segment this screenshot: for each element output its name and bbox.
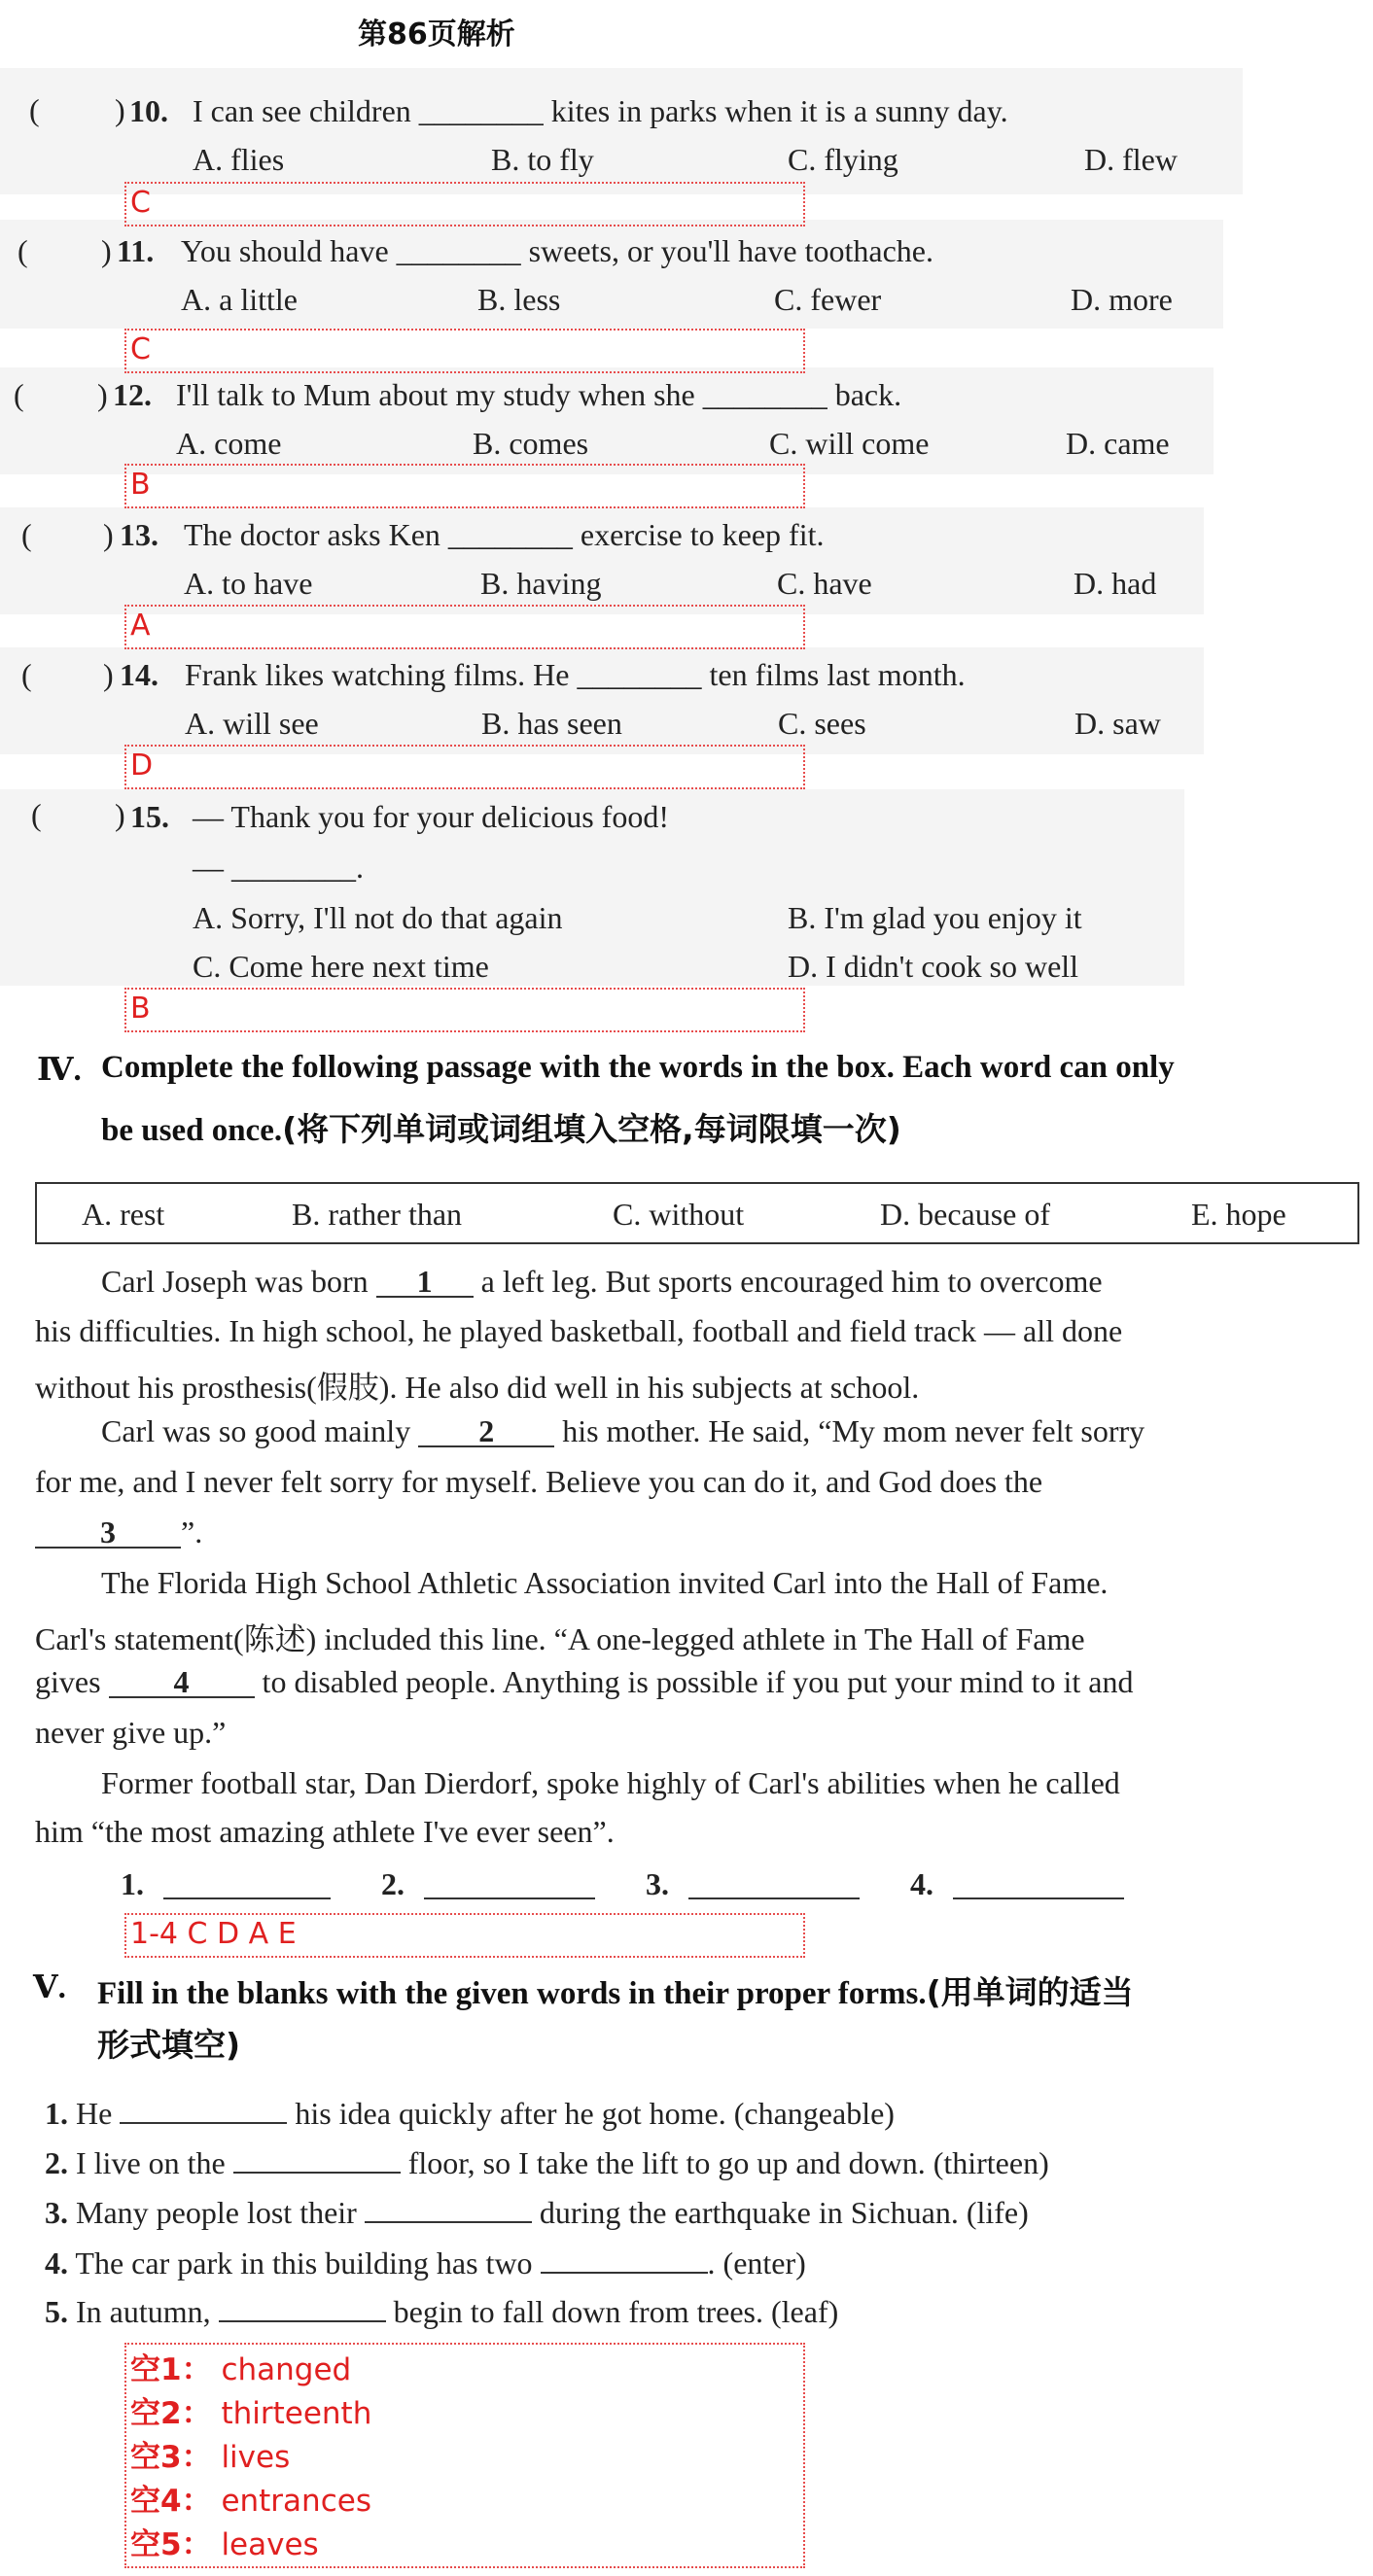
answer-paren: ( bbox=[18, 233, 28, 268]
answer-paren: ( bbox=[29, 92, 40, 127]
answer-row: 空3： lives bbox=[130, 2440, 291, 2475]
answer-number: 2. bbox=[381, 1866, 405, 1901]
fill-item: 2. I live on the floor, so I take the lift to go up and down. (thirteen) bbox=[45, 2145, 1049, 2180]
option-b: B. having bbox=[480, 566, 602, 601]
option-c: C. will come bbox=[769, 426, 930, 461]
passage-line: Carl's statement(陈述) included this line. “A one-legged athlete in The Hall of Fame bbox=[35, 1621, 1085, 1656]
passage-line: Carl Joseph was born 1 a left leg. But sports encouraged him to overcome bbox=[101, 1264, 1103, 1299]
question-band bbox=[0, 68, 1243, 194]
question-stem: I'll talk to Mum about my study when she ________ back. bbox=[176, 377, 902, 412]
option-b: B. comes bbox=[473, 426, 589, 461]
fill-item: 4. The car park in this building has two . (enter) bbox=[45, 2245, 806, 2280]
box-word: C. without bbox=[613, 1197, 745, 1232]
fill-item: 1. He his idea quickly after he got home. (changeable) bbox=[45, 2096, 895, 2131]
passage-line: without his prosthesis(假肢). He also did well in his subjects at school. bbox=[35, 1370, 920, 1405]
option-a: A. to have bbox=[184, 566, 313, 601]
question-stem: Frank likes watching films. He ________ ten films last month. bbox=[185, 657, 966, 692]
answer-number: 3. bbox=[646, 1866, 669, 1901]
passage-line: gives 4 to disabled people. Anything is possible if you put your mind to it and bbox=[35, 1664, 1134, 1699]
answer-box: A bbox=[124, 605, 805, 649]
answer-box: B bbox=[124, 464, 805, 508]
answer-line bbox=[424, 1876, 595, 1899]
answer-paren: ) bbox=[97, 377, 108, 412]
answer-paren: ( bbox=[21, 517, 32, 552]
answer-row: 空2： thirteenth bbox=[130, 2396, 372, 2431]
answer-row: 空5： leaves bbox=[130, 2527, 319, 2562]
dialogue-line-2: — ________. bbox=[193, 850, 364, 885]
dialogue-line-1: — Thank you for your delicious food! bbox=[193, 799, 669, 834]
option-a: A. a little bbox=[181, 282, 298, 317]
answer-line bbox=[688, 1876, 860, 1899]
option-b: B. to fly bbox=[491, 142, 594, 177]
question-number: 15. bbox=[130, 799, 169, 834]
fill-item: 5. In autumn, begin to fall down from trees. (leaf) bbox=[45, 2294, 839, 2329]
section-heading-line2: be used once.(将下列单词或词组填入空格,每词限填一次) bbox=[101, 1110, 901, 1148]
passage-line: his difficulties. In high school, he played basketball, football and field track — all done bbox=[35, 1313, 1123, 1348]
question-number: 13. bbox=[120, 517, 158, 552]
passage-line: The Florida High School Athletic Association invited Carl into the Hall of Fame. bbox=[101, 1565, 1109, 1600]
option-b: B. less bbox=[477, 282, 561, 317]
page-title: 第86页解析 bbox=[358, 17, 515, 52]
answer-paren: ) bbox=[101, 233, 112, 268]
option-a: A. come bbox=[176, 426, 282, 461]
passage-line: him “the most amazing athlete I've ever seen”. bbox=[35, 1814, 615, 1849]
option-c: C. Come here next time bbox=[193, 949, 489, 984]
answer-box bbox=[124, 2343, 805, 2568]
blank-2: 2 bbox=[418, 1416, 554, 1447]
passage-line: Carl was so good mainly 2 his mother. He said, “My mom never felt sorry bbox=[101, 1413, 1145, 1448]
option-c: C. have bbox=[777, 566, 872, 601]
answer-number: 1. bbox=[121, 1866, 144, 1901]
question-stem: You should have ________ sweets, or you'll have toothache. bbox=[181, 233, 933, 268]
option-b: B. I'm glad you enjoy it bbox=[788, 900, 1082, 935]
passage-line: Former football star, Dan Dierdorf, spoke highly of Carl's abilities when he called bbox=[101, 1765, 1120, 1800]
blank-1: 1 bbox=[376, 1267, 474, 1298]
question-stem: I can see children ________ kites in parks when it is a sunny day. bbox=[193, 93, 1008, 128]
option-a: A. Sorry, I'll not do that again bbox=[193, 900, 563, 935]
option-c: C. sees bbox=[778, 706, 866, 741]
option-c: C. fewer bbox=[774, 282, 882, 317]
answer-paren: ) bbox=[115, 797, 125, 832]
answer-paren: ) bbox=[103, 657, 114, 692]
blank-4: 4 bbox=[109, 1667, 255, 1698]
answer-row: 空4： entrances bbox=[130, 2484, 371, 2519]
option-d: D. had bbox=[1074, 566, 1157, 601]
section-heading-line1: Complete the following passage with the words in the box. Each word can only bbox=[101, 1050, 1175, 1085]
option-d: D. came bbox=[1066, 426, 1170, 461]
section-numeral: Ⅳ. bbox=[37, 1053, 82, 1088]
option-d: D. I didn't cook so well bbox=[788, 949, 1079, 984]
answer-line bbox=[163, 1876, 331, 1899]
answer-box: C bbox=[124, 329, 805, 373]
question-number: 10. bbox=[129, 93, 168, 128]
option-d: D. saw bbox=[1074, 706, 1161, 741]
answer-paren: ) bbox=[103, 517, 114, 552]
answer-paren: ( bbox=[31, 797, 42, 832]
option-a: A. will see bbox=[185, 706, 319, 741]
answer-box: D bbox=[124, 745, 805, 789]
question-number: 12. bbox=[113, 377, 152, 412]
answer-paren: ) bbox=[115, 92, 125, 127]
answer-paren: ( bbox=[14, 377, 24, 412]
section-numeral: Ⅴ. bbox=[33, 1970, 66, 2005]
section-heading-line2: 形式填空) bbox=[97, 2026, 241, 2064]
question-number: 11. bbox=[117, 233, 155, 268]
box-word: B. rather than bbox=[292, 1197, 463, 1232]
section-heading-line1: Fill in the blanks with the given words in their proper forms.(用单词的适当 bbox=[97, 1973, 1134, 2011]
passage-line: 3 ”. bbox=[35, 1514, 202, 1550]
answer-number: 4. bbox=[910, 1866, 933, 1901]
option-d: D. more bbox=[1071, 282, 1173, 317]
box-word: A. rest bbox=[82, 1197, 165, 1232]
answer-paren: ( bbox=[21, 657, 32, 692]
answer-line bbox=[953, 1876, 1124, 1899]
box-word: E. hope bbox=[1191, 1197, 1286, 1232]
option-c: C. flying bbox=[788, 142, 898, 177]
answer-row: 空1： changed bbox=[130, 2352, 352, 2387]
fill-item: 3. Many people lost their during the earthquake in Sichuan. (life) bbox=[45, 2195, 1029, 2230]
blank-3: 3 bbox=[35, 1517, 181, 1549]
option-d: D. flew bbox=[1084, 142, 1178, 177]
answer-box: 1-4 C D A E bbox=[124, 1913, 805, 1958]
passage-line: never give up.” bbox=[35, 1715, 227, 1750]
question-number: 14. bbox=[120, 657, 158, 692]
question-stem: The doctor asks Ken ________ exercise to keep fit. bbox=[184, 517, 825, 552]
option-a: A. flies bbox=[193, 142, 285, 177]
answer-box: B bbox=[124, 988, 805, 1032]
answer-box: C bbox=[124, 182, 805, 226]
option-b: B. has seen bbox=[481, 706, 622, 741]
box-word: D. because of bbox=[880, 1197, 1051, 1232]
passage-line: for me, and I never felt sorry for myself. Believe you can do it, and God does the bbox=[35, 1464, 1043, 1499]
